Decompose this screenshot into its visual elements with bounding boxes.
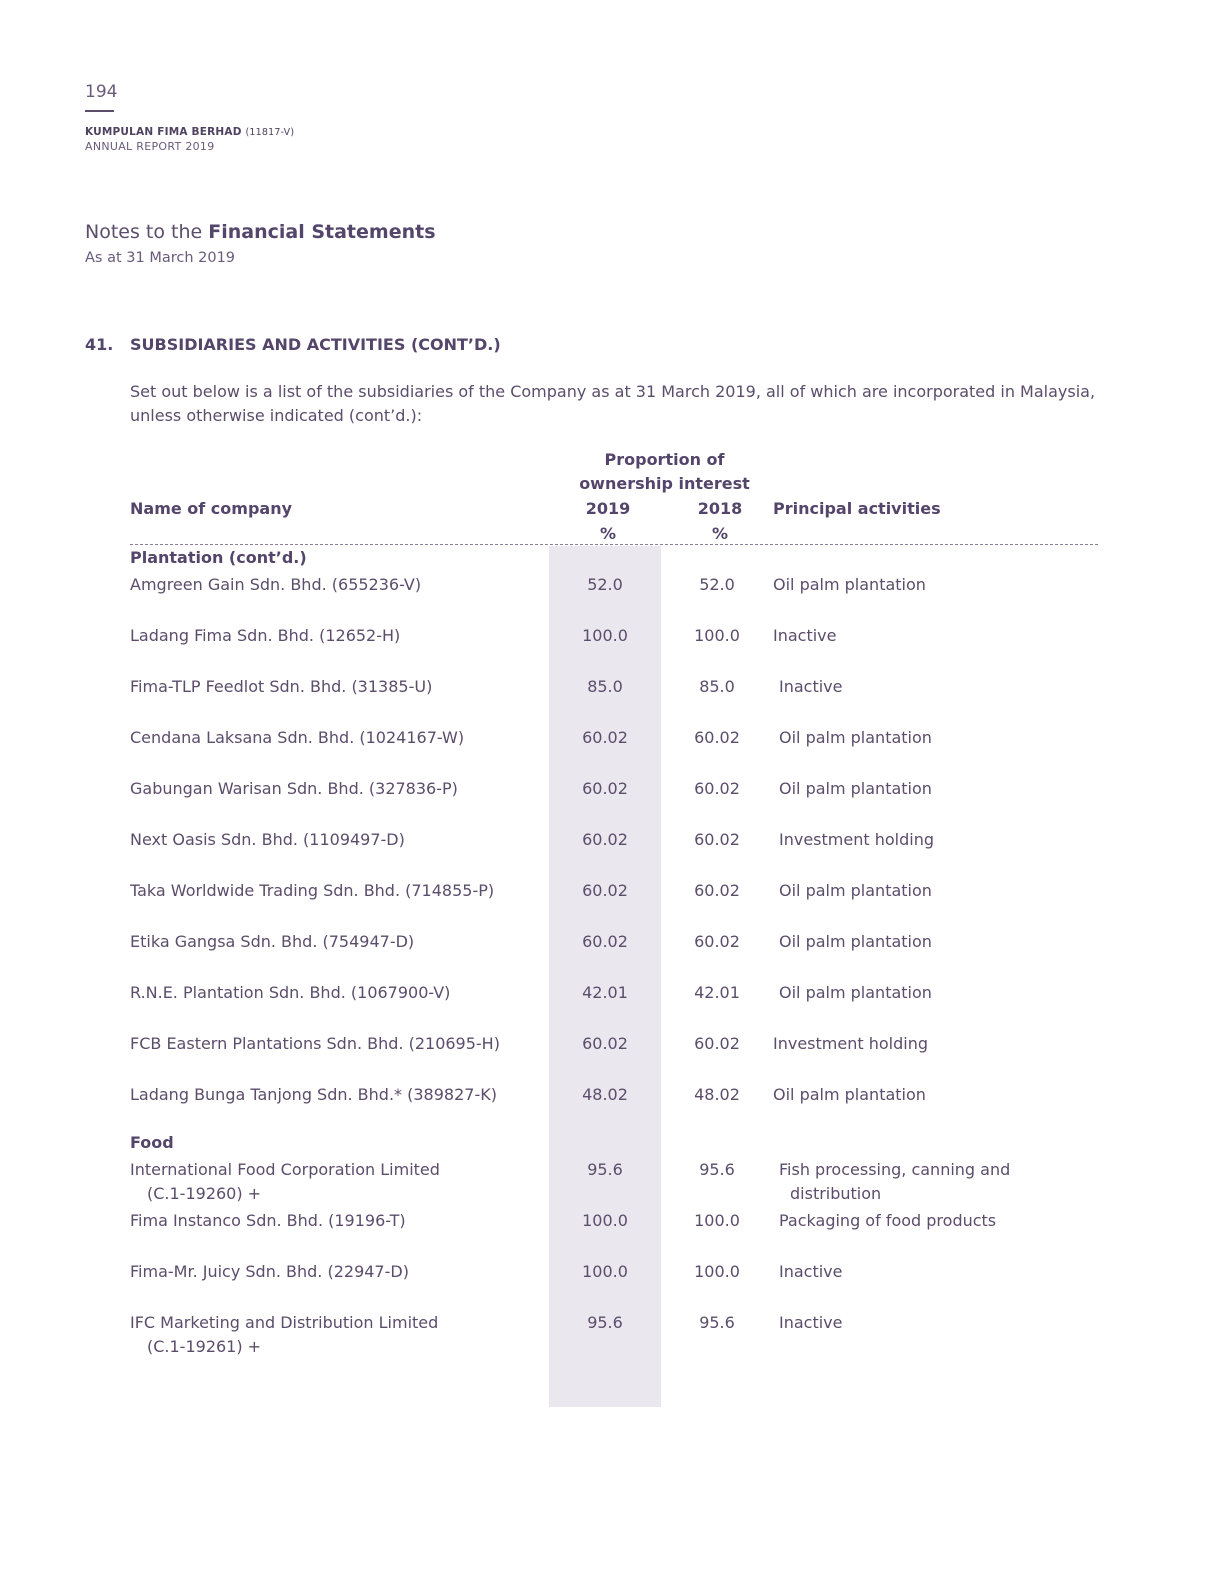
company-reg: (11817-V) — [245, 127, 295, 138]
ownership-2018-cell: 42.01 — [694, 983, 740, 1002]
ownership-2019-cell: 95.6 — [587, 1313, 623, 1332]
header-proportion-line2: ownership interest — [579, 474, 750, 493]
company-name-cell: International Food Corporation Limited — [130, 1160, 440, 1179]
principal-activity-cell: Inactive — [773, 626, 837, 645]
company-name-cell: Fima-TLP Feedlot Sdn. Bhd. (31385-U) — [130, 677, 433, 696]
principal-activity-cell: Oil palm plantation — [773, 1085, 926, 1104]
header-2018: 2018 — [697, 499, 743, 518]
section-number: 41. — [85, 335, 114, 354]
header-proportion-line1: Proportion of — [604, 450, 725, 469]
header-unit-2019: % — [599, 524, 617, 543]
page-title-prefix: Notes to the — [85, 221, 209, 243]
ownership-2019-cell: 60.02 — [582, 881, 628, 900]
ownership-2018-cell: 60.02 — [694, 830, 740, 849]
company-name-cell: Etika Gangsa Sdn. Bhd. (754947-D) — [130, 932, 415, 951]
ownership-2019-cell: 100.0 — [582, 1262, 628, 1281]
ownership-2019-cell: 60.02 — [582, 779, 628, 798]
ownership-2018-cell: 100.0 — [694, 1211, 740, 1230]
principal-activity-cell: Oil palm plantation — [779, 881, 932, 900]
page-subtitle: As at 31 March 2019 — [85, 250, 236, 266]
ownership-2018-cell: 95.6 — [699, 1313, 735, 1332]
principal-activity-cell-cont: distribution — [790, 1184, 882, 1203]
group-label: Food — [130, 1133, 174, 1152]
company-name-cell-cont: (C.1-19260) + — [147, 1184, 262, 1203]
page-number: 194 — [85, 82, 118, 102]
principal-activity-cell: Oil palm plantation — [773, 575, 926, 594]
header-divider — [130, 544, 1098, 545]
company-name-cell: Gabungan Warisan Sdn. Bhd. (327836-P) — [130, 779, 458, 798]
header-name-of-company: Name of company — [130, 499, 293, 518]
company-name-cell: Fima-Mr. Juicy Sdn. Bhd. (22947-D) — [130, 1262, 409, 1281]
ownership-2019-cell: 42.01 — [582, 983, 628, 1002]
ownership-2019-cell: 60.02 — [582, 728, 628, 747]
principal-activity-cell: Inactive — [779, 1313, 843, 1332]
header-unit-2018: % — [711, 524, 729, 543]
ownership-2019-cell: 52.0 — [587, 575, 623, 594]
company-name-cell: Next Oasis Sdn. Bhd. (1109497-D) — [130, 830, 405, 849]
ownership-2018-cell: 100.0 — [694, 626, 740, 645]
ownership-2019-cell: 60.02 — [582, 830, 628, 849]
company-name-cell: Fima Instanco Sdn. Bhd. (19196-T) — [130, 1211, 406, 1230]
principal-activity-cell: Oil palm plantation — [779, 983, 932, 1002]
page-number-rule — [85, 110, 114, 112]
ownership-2018-cell: 48.02 — [694, 1085, 740, 1104]
company-name-cell: Ladang Fima Sdn. Bhd. (12652-H) — [130, 626, 401, 645]
ownership-2019-cell: 85.0 — [587, 677, 623, 696]
company-name-cell-cont: (C.1-19261) + — [147, 1337, 262, 1356]
group-label: Plantation (cont’d.) — [130, 548, 307, 567]
principal-activity-cell: Inactive — [779, 677, 843, 696]
company-name-text: KUMPULAN FIMA BERHAD — [85, 126, 242, 138]
page-title-bold: Financial Statements — [208, 221, 436, 243]
principal-activity-cell: Packaging of food products — [779, 1211, 997, 1230]
ownership-2018-cell: 60.02 — [694, 728, 740, 747]
company-name-cell: Taka Worldwide Trading Sdn. Bhd. (714855-P) — [130, 881, 495, 900]
ownership-2018-cell: 60.02 — [694, 881, 740, 900]
section-title: SUBSIDIARIES AND ACTIVITIES (CONT’D.) — [130, 335, 501, 354]
company-name-cell: Ladang Bunga Tanjong Sdn. Bhd.* (389827-K) — [130, 1085, 497, 1104]
company-name-cell: Cendana Laksana Sdn. Bhd. (1024167-W) — [130, 728, 465, 747]
company-name — [85, 126, 294, 138]
company-name-cell: IFC Marketing and Distribution Limited — [130, 1313, 439, 1332]
company-name-cell: Amgreen Gain Sdn. Bhd. (655236-V) — [130, 575, 422, 594]
ownership-2019-cell: 60.02 — [582, 1034, 628, 1053]
ownership-2018-cell: 100.0 — [694, 1262, 740, 1281]
ownership-2018-cell: 52.0 — [699, 575, 735, 594]
ownership-2019-cell: 100.0 — [582, 1211, 628, 1230]
company-name-cell: R.N.E. Plantation Sdn. Bhd. (1067900-V) — [130, 983, 451, 1002]
principal-activity-cell: Oil palm plantation — [779, 779, 932, 798]
company-name-cell: FCB Eastern Plantations Sdn. Bhd. (210695-H) — [130, 1034, 500, 1053]
report-title: ANNUAL REPORT 2019 — [85, 140, 215, 153]
ownership-2019-cell: 48.02 — [582, 1085, 628, 1104]
header-principal-activities: Principal activities — [773, 499, 941, 518]
principal-activity-cell: Inactive — [779, 1262, 843, 1281]
ownership-2018-cell: 60.02 — [694, 1034, 740, 1053]
ownership-2019-cell: 60.02 — [582, 932, 628, 951]
ownership-2018-cell: 60.02 — [694, 779, 740, 798]
header-2019: 2019 — [585, 499, 631, 518]
principal-activity-cell: Investment holding — [773, 1034, 928, 1053]
section-intro: Set out below is a list of the subsidiaries of the Company as at 31 March 2019, all of which are incorporated in Malaysia, unless otherwise indicated (cont’d.): — [130, 382, 1096, 425]
principal-activity-cell: Fish processing, canning and — [779, 1160, 1011, 1179]
ownership-2018-cell: 60.02 — [694, 932, 740, 951]
page-title — [85, 221, 436, 243]
principal-activity-cell: Investment holding — [779, 830, 934, 849]
principal-activity-cell: Oil palm plantation — [779, 932, 932, 951]
ownership-2019-cell: 100.0 — [582, 626, 628, 645]
ownership-2019-cell: 95.6 — [587, 1160, 623, 1179]
principal-activity-cell: Oil palm plantation — [779, 728, 932, 747]
ownership-2018-cell: 85.0 — [699, 677, 735, 696]
ownership-2018-cell: 95.6 — [699, 1160, 735, 1179]
